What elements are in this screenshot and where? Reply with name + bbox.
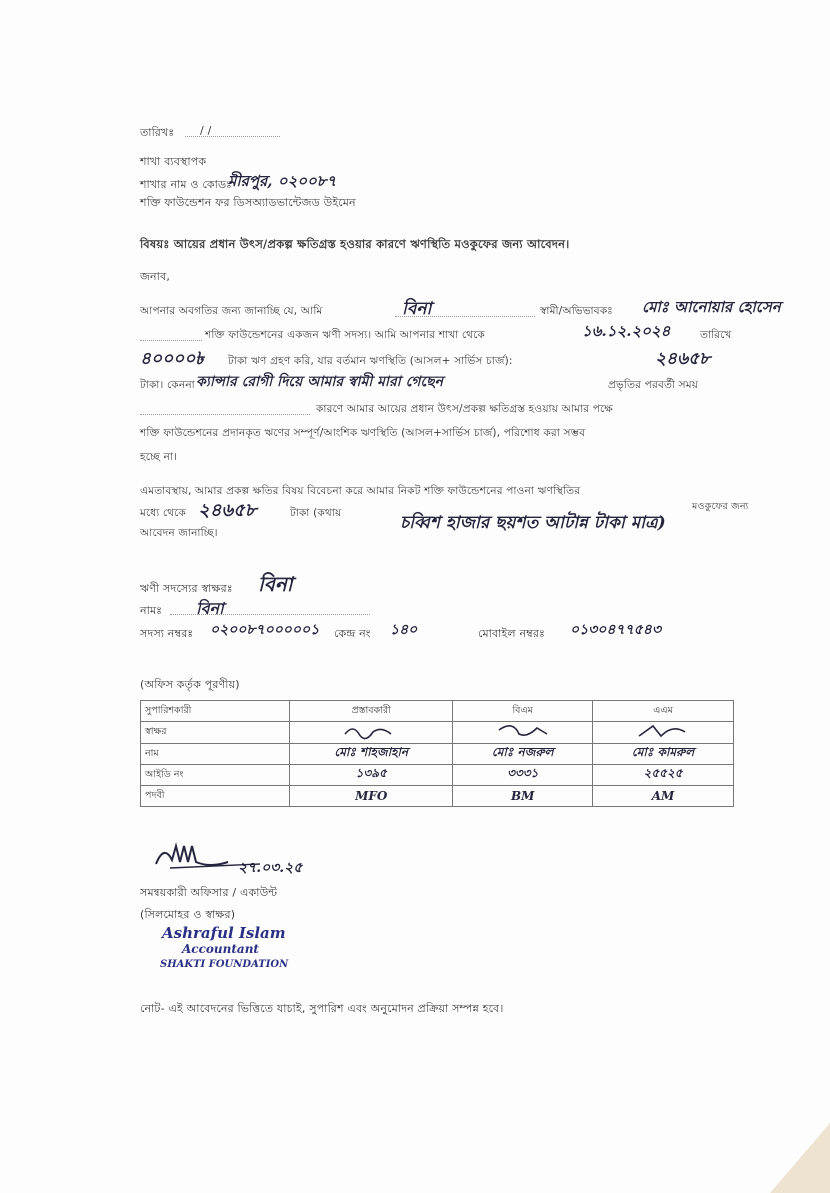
- signature-scribble-icon: [493, 722, 553, 740]
- table-header: সুপারিশকারী: [141, 701, 290, 722]
- stamp-title: Accountant: [182, 942, 259, 956]
- org-line: শক্তি ফাউন্ডেশন ফর ডিসঅ্যাডভান্টেজড উইমেন: [140, 196, 356, 209]
- body-line-9-mid: টাকা (কথায়: [290, 507, 342, 519]
- recommendation-table: [140, 700, 734, 807]
- branch-value: মীরপুর, ০২০০৮৭: [228, 172, 337, 190]
- row-label: পদবী: [141, 786, 290, 807]
- body-line-3: টাকা ঋণ গ্রহণ করি, যার বর্তমান ঋণস্থিতি (আসল+ সার্ভিস চার্জ):: [228, 355, 513, 367]
- sign-label: ঋণী সদস্যের স্বাক্ষরঃ: [140, 582, 233, 595]
- member-signature: বিনা: [258, 572, 293, 596]
- table-header: প্রস্তাবকারী: [290, 701, 453, 722]
- stamp-org: SHAKTI FOUNDATION: [160, 959, 289, 970]
- office-use-label: (অফিস কর্তৃক পূরণীয়): [140, 678, 240, 691]
- line-5-dots: [140, 414, 310, 415]
- table-header: এএম: [593, 701, 734, 722]
- guardian-label: স্বামী/অভিভাবকঃ: [540, 305, 613, 317]
- guardian-name: মোঃ আনোয়ার হোসেন: [642, 298, 781, 316]
- table-cell: MFO: [290, 786, 453, 807]
- table-row: [141, 722, 734, 744]
- table-header: বিএম: [453, 701, 593, 722]
- subject: বিষয়ঃ আয়ের প্রধান উৎস/প্রকল্প ক্ষতিগ্রস্ত হওয়ার কারণে ঋণস্থিতি মওকুফের জন্য আবেদন।: [140, 237, 570, 251]
- mobile-label: মোবাইল নম্বরঃ: [478, 627, 546, 640]
- body-line-6: শক্তি ফাউন্ডেশনের প্রদানকৃত ঋণের সম্পূর্ণ/আংশিক ঋণস্থিতি (আসল+সার্ভিস চার্জ), পরিশোধ করা সম্ভব: [140, 427, 586, 439]
- body-line-9-right: মওকুফের জন্য: [692, 501, 749, 512]
- approver-role: সমন্বয়কারী অফিসার / একাউন্ট: [140, 886, 278, 899]
- loan-date: ১৬.১২.২০২৪: [582, 322, 671, 340]
- table-row: [141, 744, 734, 765]
- table-cell: BM: [453, 786, 593, 807]
- date-separators: / /: [200, 124, 212, 137]
- approval-date: ২৭.০৩.২৫: [238, 860, 303, 876]
- mobile-no: ০১৩০৪৭৭৫৪৩: [570, 622, 661, 638]
- signer-name: বিনা: [196, 599, 224, 618]
- date-line: [185, 136, 280, 137]
- body-line-4-end: প্রভৃতির পরবর্তী সময়: [608, 379, 699, 391]
- table-cell: মোঃ কামরুল: [593, 744, 734, 765]
- table-cell: মোঃ নজরুল: [453, 744, 593, 765]
- row-label: আইডি নং: [141, 765, 290, 786]
- amount-in-words: চব্বিশ হাজার ছয়শত আটান্ন টাকা মাত্র): [400, 513, 666, 533]
- table-cell-signature: [593, 722, 734, 744]
- center-no: ১৪০: [390, 622, 418, 638]
- reason: ক্যান্সার রোগী দিয়ে আমার স্বামী মারা গেছেন: [196, 374, 443, 390]
- signature-scribble-icon: [341, 722, 401, 740]
- body-line-9: মধ্যে থেকে: [140, 507, 186, 519]
- table-cell: ১৩৯৫: [290, 765, 453, 786]
- name-line: [395, 316, 535, 317]
- current-balance: ২৪৬৫৮: [655, 349, 711, 369]
- line-2-dots: [140, 340, 202, 341]
- signer-name-line: [170, 614, 370, 615]
- row-label: নাম: [141, 744, 290, 765]
- table-cell: ৩৩৩১: [453, 765, 593, 786]
- page-fold: [770, 1123, 830, 1193]
- table-cell: মোঃ শাহজাহান: [290, 744, 453, 765]
- body-line-4: টাকা। কেননা: [140, 379, 195, 391]
- signature-scribble-icon: [633, 722, 693, 740]
- date-label: তারিখঃ: [140, 126, 175, 139]
- center-label: কেন্দ্র নং: [334, 627, 371, 640]
- body-line-5: কারণে আমার আয়ের প্রধান উৎস/প্রকল্প ক্ষতিগ্রস্ত হওয়ায় আমার পক্ষে: [316, 403, 613, 415]
- body-line-2: শক্তি ফাউন্ডেশনের একজন ঋণী সদস্য। আমি আপনার শাখা থেকে: [205, 329, 485, 341]
- footer-note: নোট- এই আবেদনের ভিত্তিতে যাচাই, সুপারিশ এবং অনুমোদন প্রক্রিয়া সম্পন্ন হবে।: [140, 1002, 504, 1015]
- row-label: স্বাক্ষর: [141, 722, 290, 744]
- table-header-row: [141, 701, 734, 722]
- body-line-7: হচ্ছে না।: [140, 451, 178, 463]
- table-cell: ২৫৫২৫: [593, 765, 734, 786]
- body-line-1: আপনার অবগতির জন্য জানাচ্ছি যে, আমি: [140, 305, 323, 317]
- table-cell-signature: [290, 722, 453, 744]
- member-no: ০২০০৮৭০০০০০১: [210, 622, 320, 638]
- stamp-name: Ashraful Islam: [162, 924, 286, 942]
- table-cell: AM: [593, 786, 734, 807]
- waive-amount: ২৪৬৫৮: [198, 500, 257, 521]
- salutation: জনাব,: [140, 270, 171, 283]
- member-no-label: সদস্য নম্বরঃ: [140, 627, 194, 640]
- body-line-8: এমতাবস্থায়, আমার প্রকল্প ক্ষতির বিষয় বিবেচনা করে আমার নিকট শক্তি ফাউন্ডেশনের পাওনা ঋণস্থিতির: [140, 485, 581, 497]
- name-label: নামঃ: [140, 604, 163, 617]
- table-row: [141, 786, 734, 807]
- loan-amount: ৪০০০০৳: [140, 349, 204, 369]
- table-row: [141, 765, 734, 786]
- member-name: বিনা: [402, 299, 432, 319]
- seal-label: (সিলমোহর ও স্বাক্ষর): [140, 908, 236, 921]
- table-cell-signature: [453, 722, 593, 744]
- recipient: শাখা ব্যবস্থাপক: [140, 155, 207, 168]
- date-suffix: তারিখে: [700, 329, 732, 341]
- branch-label: শাখার নাম ও কোডঃ: [140, 178, 233, 191]
- body-line-10: আবেদন জানাচ্ছি।: [140, 527, 218, 539]
